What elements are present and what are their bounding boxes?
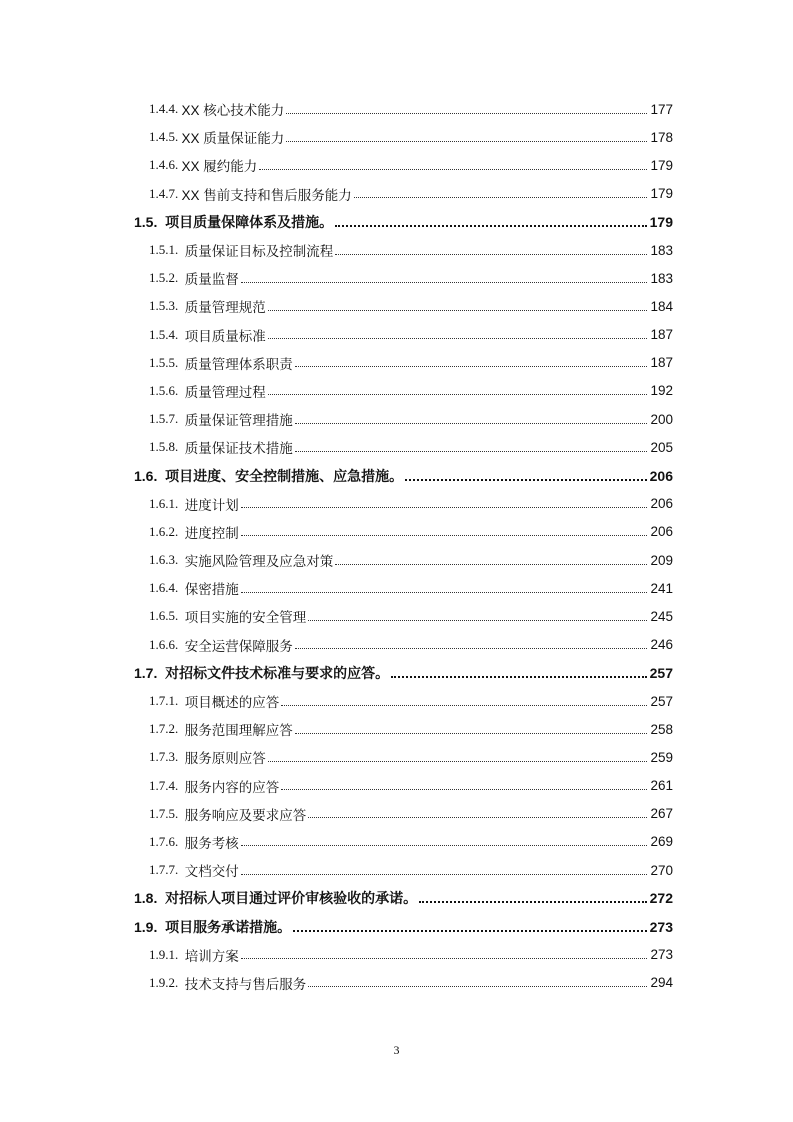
toc-dot-leader	[405, 479, 647, 481]
toc-section-entry[interactable]	[0, 912, 793, 940]
toc-entry-title: XX 质量保证能力	[181, 131, 285, 147]
toc-section-entry[interactable]	[0, 208, 793, 236]
toc-entry-page: 179	[650, 186, 673, 202]
toc-subsection-entry[interactable]	[0, 349, 793, 377]
toc-entry-number: 1.9.	[134, 918, 166, 935]
toc-subsection-entry[interactable]	[0, 292, 793, 320]
toc-dot-leader	[335, 254, 647, 255]
toc-dot-leader	[391, 676, 647, 678]
toc-dot-leader	[335, 564, 647, 565]
toc-entry-title: 项目实施的安全管理	[184, 610, 307, 626]
toc-entry-number: 1.5.5.	[149, 354, 185, 370]
toc-subsection-entry[interactable]	[0, 546, 793, 574]
toc-subsection-entry[interactable]	[0, 715, 793, 743]
toc-section-entry[interactable]	[0, 659, 793, 687]
toc-entry-page: 206	[650, 496, 673, 512]
toc-entry-title: 服务内容的应答	[184, 779, 280, 795]
toc-entry-number: 1.5.2.	[149, 270, 185, 286]
toc-entry-page: 257	[649, 664, 673, 681]
toc-entry-page: 206	[650, 524, 673, 540]
toc-subsection-entry[interactable]	[0, 95, 793, 123]
toc-entry-page: 245	[650, 608, 673, 624]
toc-entry-title: 质量保证技术措施	[184, 441, 293, 457]
toc-dot-leader	[281, 705, 647, 706]
toc-entry-number: 1.7.5.	[149, 805, 185, 821]
toc-entry-number: 1.5.4.	[149, 326, 185, 342]
toc-entry-number: 1.5.	[134, 213, 166, 230]
toc-entry-title: 培训方案	[184, 948, 239, 964]
toc-subsection-entry[interactable]	[0, 264, 793, 292]
toc-subsection-entry[interactable]	[0, 856, 793, 884]
toc-subsection-entry[interactable]	[0, 631, 793, 659]
toc-subsection-entry[interactable]	[0, 743, 793, 771]
toc-subsection-entry[interactable]	[0, 123, 793, 151]
toc-dot-leader	[295, 648, 647, 649]
toc-entry-number: 1.5.7.	[149, 411, 185, 427]
toc-entry-title: 质量管理规范	[184, 300, 266, 316]
toc-subsection-entry[interactable]	[0, 574, 793, 602]
toc-dot-leader	[286, 113, 647, 114]
toc-entry-page: 192	[650, 383, 673, 399]
toc-entry-number: 1.7.4.	[149, 777, 185, 793]
toc-dot-leader	[295, 733, 647, 734]
toc-entry-page: 205	[650, 439, 673, 455]
toc-dot-leader	[286, 141, 647, 142]
toc-entry-title: 质量监督	[184, 272, 239, 288]
toc-entry-title: XX 售前支持和售后服务能力	[181, 187, 352, 203]
toc-dot-leader	[295, 366, 647, 367]
toc-entry-page: 179	[649, 213, 673, 230]
toc-entry-title: 服务响应及要求应答	[184, 807, 307, 823]
toc-dot-leader	[241, 958, 647, 959]
toc-dot-leader	[268, 338, 647, 339]
toc-subsection-entry[interactable]	[0, 151, 793, 179]
toc-entry-number: 1.7.2.	[149, 721, 185, 737]
toc-entry-page: 258	[650, 721, 673, 737]
toc-subsection-entry[interactable]	[0, 800, 793, 828]
toc-dot-leader	[259, 169, 647, 170]
toc-entry-page: 206	[649, 467, 673, 484]
toc-section-entry[interactable]	[0, 461, 793, 489]
toc-entry-title: 项目服务承诺措施。	[165, 918, 292, 935]
toc-entry-title: 质量管理过程	[184, 384, 266, 400]
toc-dot-leader	[268, 394, 647, 395]
toc-entry-number: 1.6.	[134, 467, 166, 484]
toc-subsection-entry[interactable]	[0, 602, 793, 630]
table-of-contents	[0, 95, 793, 997]
toc-entry-title: 项目概述的应答	[184, 695, 280, 711]
toc-entry-number: 1.5.3.	[149, 298, 185, 314]
toc-entry-page: 187	[650, 355, 673, 371]
toc-entry-page: 200	[650, 411, 673, 427]
page-number: 3	[393, 1043, 400, 1057]
toc-entry-title: 对招标文件技术标准与要求的应答。	[165, 664, 390, 681]
toc-entry-title: 技术支持与售后服务	[184, 976, 307, 992]
toc-entry-number: 1.6.2.	[149, 523, 185, 539]
toc-entry-page: 257	[650, 693, 673, 709]
toc-entry-title: 项目质量保障体系及措施。	[165, 213, 334, 230]
toc-entry-title: 项目质量标准	[184, 328, 266, 344]
toc-entry-title: 保密措施	[184, 582, 239, 598]
toc-entry-page: 269	[650, 834, 673, 850]
toc-entry-page: 241	[650, 580, 673, 596]
toc-dot-leader	[293, 930, 647, 932]
toc-entry-page: 272	[649, 890, 673, 907]
toc-entry-number: 1.4.5.	[149, 129, 182, 145]
toc-entry-number: 1.4.4.	[149, 101, 182, 117]
toc-dot-leader	[295, 423, 647, 424]
toc-dot-leader	[241, 845, 647, 846]
toc-entry-title: 服务考核	[184, 835, 239, 851]
toc-subsection-entry[interactable]	[0, 405, 793, 433]
toc-dot-leader	[241, 592, 647, 593]
toc-entry-title: 服务范围理解应答	[184, 723, 293, 739]
toc-subsection-entry[interactable]	[0, 518, 793, 546]
toc-entry-number: 1.5.6.	[149, 382, 185, 398]
toc-entry-number: 1.8.	[134, 890, 166, 907]
toc-subsection-entry[interactable]	[0, 377, 793, 405]
toc-dot-leader	[241, 535, 647, 536]
toc-subsection-entry[interactable]	[0, 828, 793, 856]
toc-dot-leader	[308, 817, 647, 818]
toc-entry-page: 178	[650, 129, 673, 145]
toc-dot-leader	[268, 761, 647, 762]
toc-entry-number: 1.7.6.	[149, 833, 185, 849]
toc-entry-number: 1.9.1.	[149, 946, 185, 962]
toc-entry-page: 273	[649, 918, 673, 935]
toc-entry-page: 209	[650, 552, 673, 568]
toc-entry-page: 270	[650, 862, 673, 878]
toc-entry-page: 183	[650, 242, 673, 258]
toc-subsection-entry[interactable]	[0, 433, 793, 461]
toc-dot-leader	[241, 507, 647, 508]
toc-entry-number: 1.6.1.	[149, 495, 185, 511]
toc-subsection-entry[interactable]	[0, 969, 793, 997]
toc-entry-number: 1.4.7.	[149, 185, 182, 201]
toc-dot-leader	[308, 620, 647, 621]
toc-entry-page: 267	[650, 806, 673, 822]
toc-entry-title: 对招标人项目通过评价审核验收的承诺。	[165, 890, 418, 907]
toc-entry-title: XX 核心技术能力	[181, 103, 285, 119]
toc-entry-title: 安全运营保障服务	[184, 638, 293, 654]
toc-entry-title: 进度控制	[184, 525, 239, 541]
toc-entry-page: 261	[650, 778, 673, 794]
toc-entry-number: 1.6.3.	[149, 552, 185, 568]
toc-dot-leader	[241, 874, 647, 875]
toc-entry-number: 1.6.5.	[149, 608, 185, 624]
toc-entry-page: 259	[650, 749, 673, 765]
toc-subsection-entry[interactable]	[0, 941, 793, 969]
toc-entry-number: 1.7.1.	[149, 693, 185, 709]
toc-dot-leader	[268, 310, 647, 311]
toc-entry-number: 1.9.2.	[149, 974, 185, 990]
toc-entry-number: 1.5.8.	[149, 439, 185, 455]
toc-entry-title: 质量保证目标及控制流程	[184, 244, 334, 260]
toc-entry-page: 294	[650, 975, 673, 991]
toc-dot-leader	[295, 451, 647, 452]
toc-subsection-entry[interactable]	[0, 236, 793, 264]
toc-subsection-entry[interactable]	[0, 180, 793, 208]
toc-entry-number: 1.6.4.	[149, 580, 185, 596]
toc-entry-number: 1.7.7.	[149, 862, 185, 878]
toc-entry-title: 实施风险管理及应急对策	[184, 554, 334, 570]
toc-subsection-entry[interactable]	[0, 321, 793, 349]
toc-entry-page: 273	[650, 947, 673, 963]
toc-entry-title: 服务原则应答	[184, 751, 266, 767]
toc-entry-title: 质量保证管理措施	[184, 413, 293, 429]
toc-dot-leader	[241, 282, 647, 283]
toc-entry-title: 进度计划	[184, 497, 239, 513]
toc-entry-title: 质量管理体系职责	[184, 356, 293, 372]
toc-entry-page: 183	[650, 270, 673, 286]
toc-dot-leader	[308, 986, 647, 987]
toc-entry-page: 177	[650, 101, 673, 117]
toc-dot-leader	[335, 225, 647, 227]
toc-entry-number: 1.7.	[134, 664, 166, 681]
toc-dot-leader	[281, 789, 647, 790]
toc-subsection-entry[interactable]	[0, 687, 793, 715]
toc-subsection-entry[interactable]	[0, 490, 793, 518]
toc-entry-number: 1.7.3.	[149, 749, 185, 765]
toc-section-entry[interactable]	[0, 884, 793, 912]
toc-subsection-entry[interactable]	[0, 772, 793, 800]
toc-entry-title: 文档交付	[184, 864, 239, 880]
toc-entry-number: 1.4.6.	[149, 157, 182, 173]
toc-entry-title: 项目进度、安全控制措施、应急措施。	[165, 467, 404, 484]
toc-dot-leader	[419, 901, 647, 903]
toc-entry-page: 179	[650, 157, 673, 173]
toc-entry-title: XX 履约能力	[181, 159, 258, 175]
toc-entry-page: 187	[650, 327, 673, 343]
toc-entry-page: 184	[650, 298, 673, 314]
toc-entry-number: 1.6.6.	[149, 636, 185, 652]
toc-entry-number: 1.5.1.	[149, 242, 185, 258]
toc-dot-leader	[354, 197, 647, 198]
toc-entry-page: 246	[650, 637, 673, 653]
